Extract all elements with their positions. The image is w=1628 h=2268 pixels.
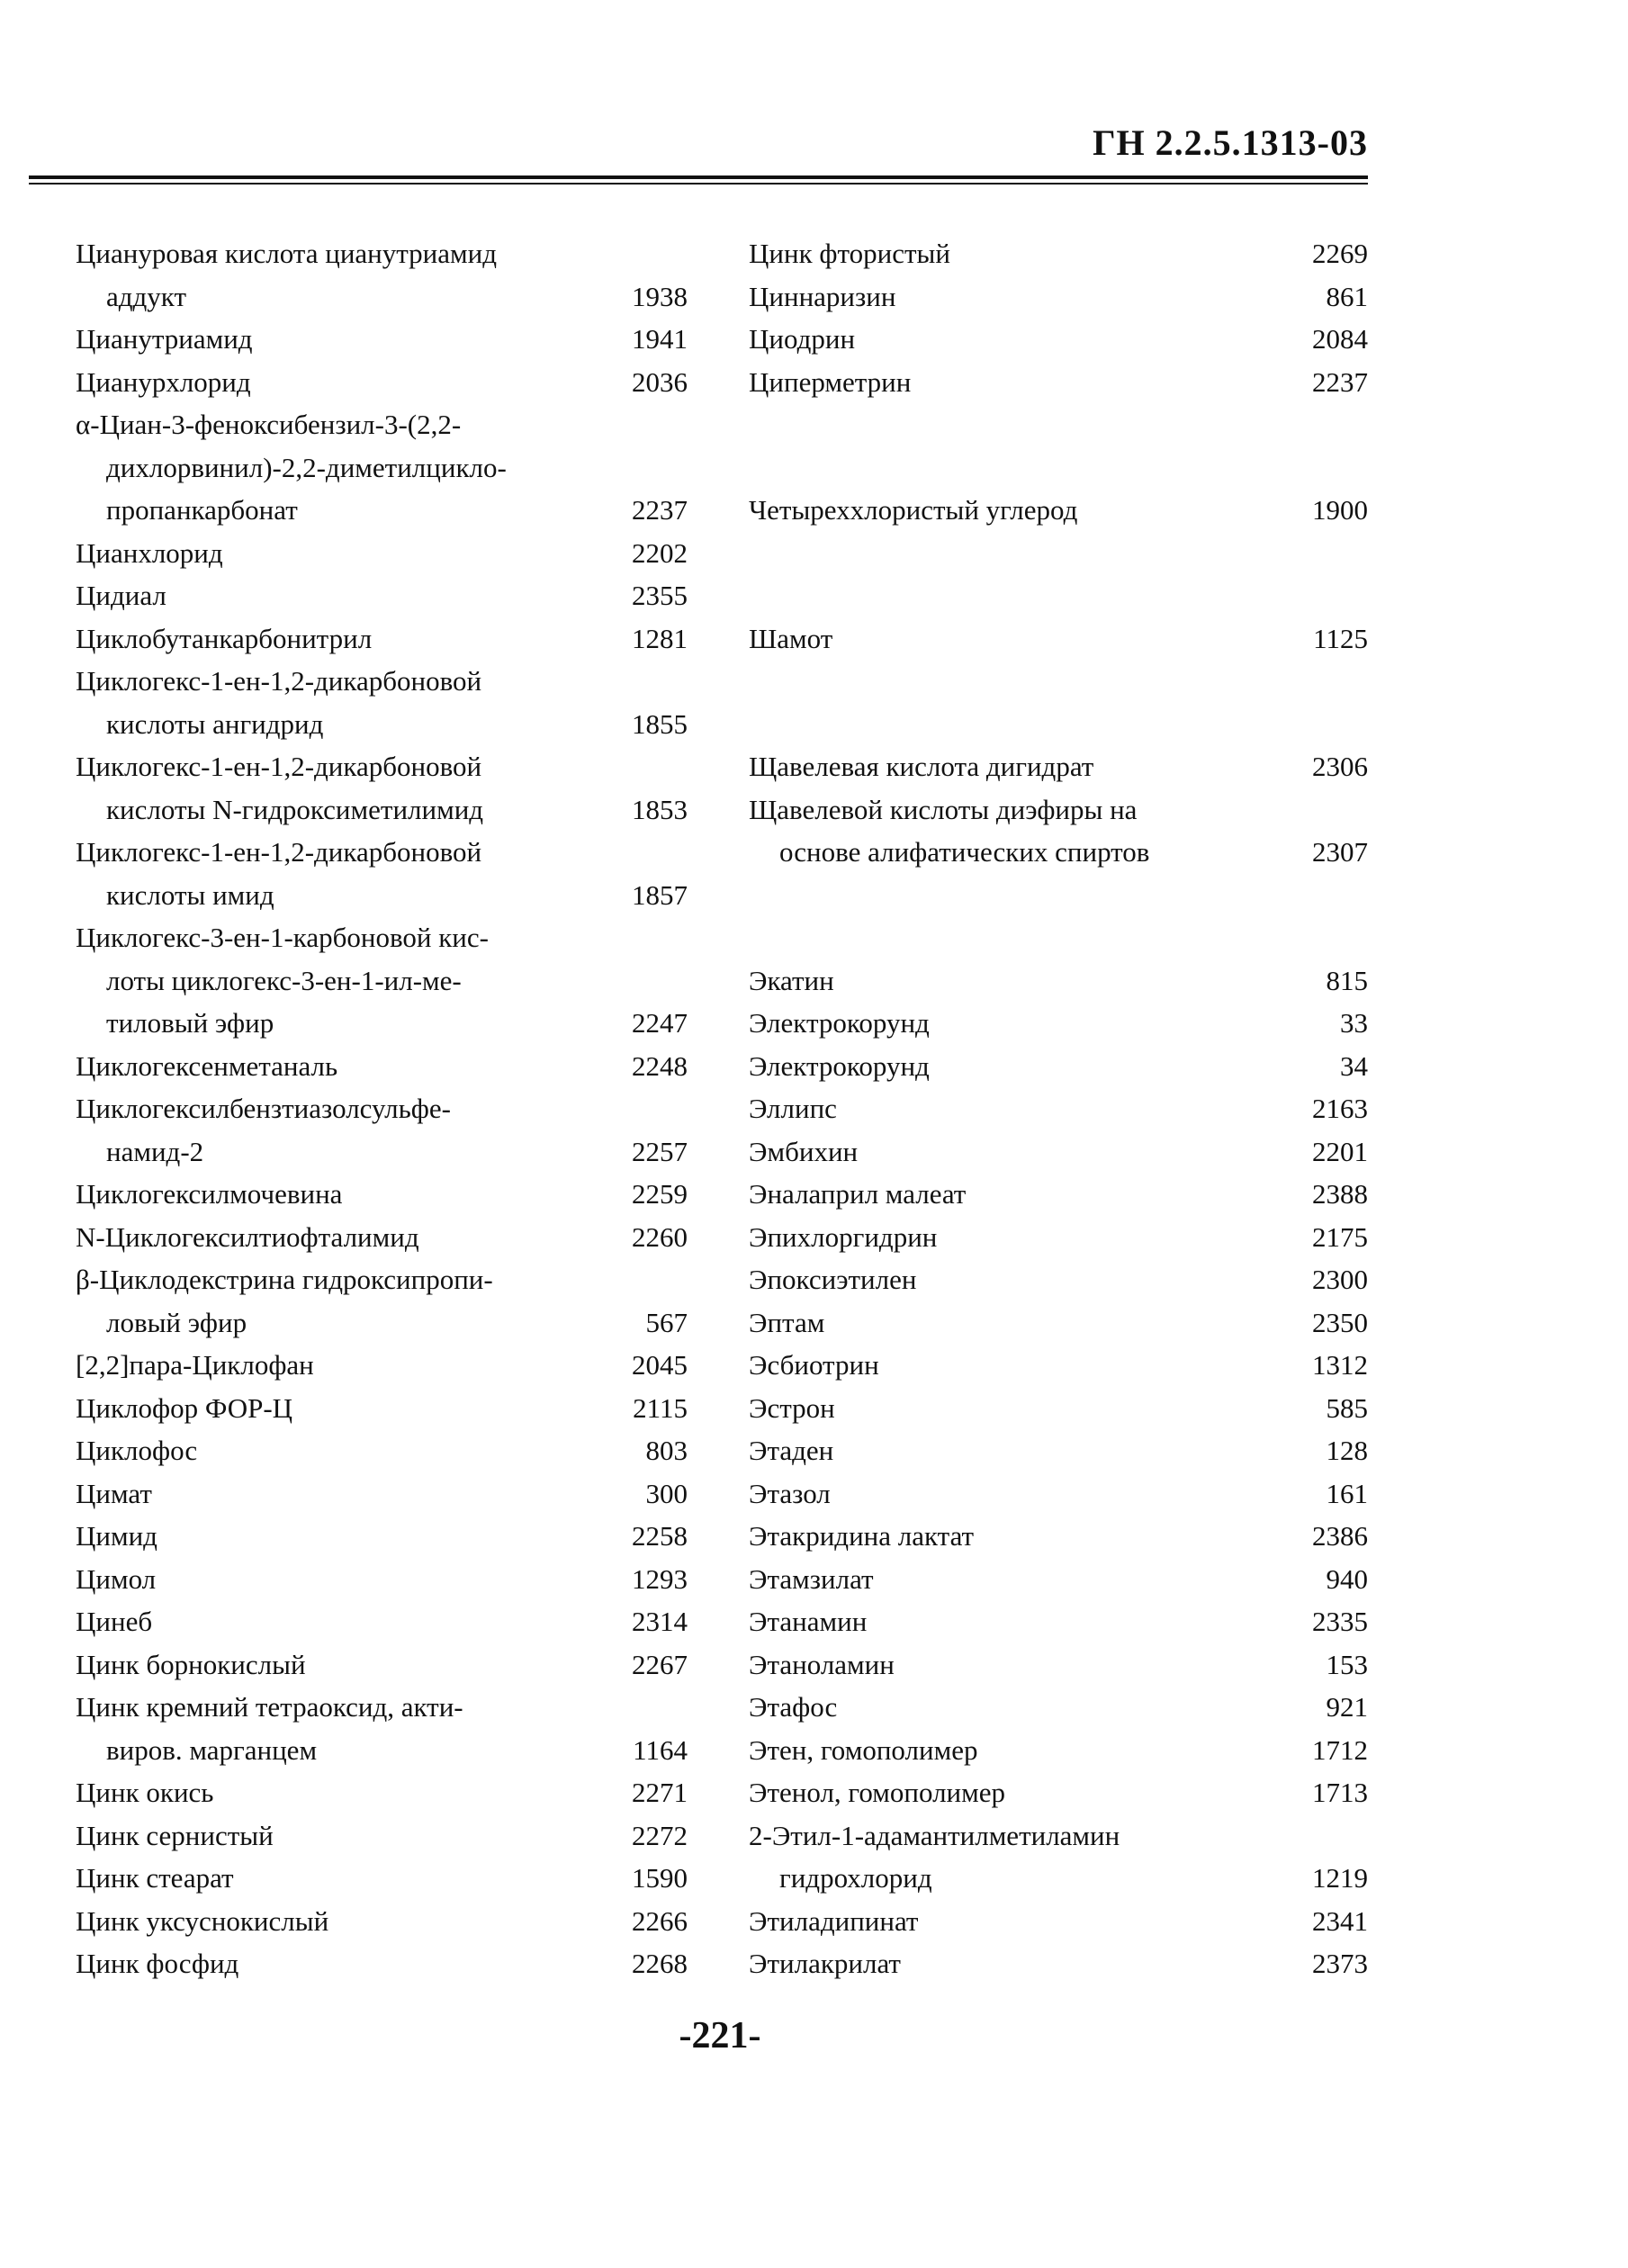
index-entry-line bbox=[76, 318, 688, 361]
index-entry-line bbox=[76, 1729, 688, 1772]
substance-name: Цимол bbox=[76, 1562, 157, 1595]
index-entry-line bbox=[76, 1686, 688, 1729]
substance-name: Этаден bbox=[749, 1435, 834, 1466]
substance-name: Цимат bbox=[76, 1477, 152, 1509]
entry-number: 2259 bbox=[632, 1178, 688, 1210]
index-entry-line bbox=[76, 831, 688, 874]
substance-name: Экатин bbox=[749, 964, 834, 996]
letter-group-spacer bbox=[749, 403, 1368, 446]
index-entry-line bbox=[749, 1729, 1368, 1772]
entry-number: 2045 bbox=[632, 1349, 688, 1381]
index-entry-line bbox=[76, 1387, 688, 1430]
entry-number: 2267 bbox=[632, 1648, 688, 1680]
index-entry-line bbox=[749, 831, 1368, 874]
index-entry-line bbox=[76, 916, 688, 959]
substance-name: Электрокорунд bbox=[749, 1007, 930, 1039]
page-number: -221- bbox=[679, 2015, 761, 2056]
entry-number: 33 bbox=[1340, 1007, 1368, 1039]
entry-number: 2175 bbox=[1312, 1220, 1368, 1253]
substance-name: Этафос bbox=[749, 1691, 838, 1723]
entry-number: 2341 bbox=[1312, 1904, 1368, 1937]
index-entry-line bbox=[749, 1087, 1368, 1130]
entry-number: 2202 bbox=[632, 536, 688, 569]
entry-number: 2163 bbox=[1312, 1093, 1368, 1124]
entry-number: 1125 bbox=[1313, 622, 1368, 654]
letter-group-spacer bbox=[749, 446, 1368, 490]
substance-name: Циклогексенметаналь bbox=[76, 1049, 338, 1082]
substance-name: Цинк фосфид bbox=[76, 1948, 239, 1979]
substance-name: виров. марганцем bbox=[106, 1733, 318, 1766]
entry-number: 2237 bbox=[1312, 365, 1368, 398]
entry-number: 940 bbox=[1326, 1562, 1368, 1595]
substance-name: гидрохлорид bbox=[779, 1862, 932, 1894]
substance-name: лоты циклогекс-3-ен-1-ил-ме- bbox=[106, 964, 462, 996]
substance-name: Циклогекс-3-ен-1-карбоновой кис- bbox=[76, 922, 489, 953]
entry-number: 2266 bbox=[632, 1904, 688, 1937]
index-entry-line bbox=[76, 1216, 688, 1259]
entry-number: 2388 bbox=[1312, 1178, 1368, 1210]
entry-number: 1853 bbox=[632, 793, 688, 825]
index-entry-line bbox=[76, 403, 688, 446]
index-entry-line bbox=[749, 1600, 1368, 1643]
substance-name: кислоты ангидрид bbox=[106, 707, 324, 740]
index-entry-line bbox=[749, 318, 1368, 361]
substance-name: пропанкарбонат bbox=[106, 494, 298, 526]
substance-name: Этенол, гомополимер bbox=[749, 1777, 1006, 1808]
substance-name: дихлорвинил)-2,2-диметилцикло- bbox=[106, 451, 507, 483]
substance-name: Циодрин bbox=[749, 323, 856, 355]
index-entry-line bbox=[76, 1045, 688, 1088]
entry-number: 1281 bbox=[632, 622, 688, 654]
entry-number: 1219 bbox=[1312, 1862, 1368, 1894]
index-entry-line bbox=[749, 1301, 1368, 1345]
index-entry-line bbox=[749, 1515, 1368, 1558]
entry-number: 2084 bbox=[1312, 323, 1368, 355]
index-entry-line bbox=[749, 1173, 1368, 1216]
substance-name: Четыреххлористый углерод bbox=[749, 494, 1078, 526]
substance-name: Цимид bbox=[76, 1520, 157, 1552]
index-entry-line bbox=[76, 1087, 688, 1130]
index-entry-line bbox=[749, 788, 1368, 832]
index-entry-line bbox=[76, 1130, 688, 1174]
entry-number: 1857 bbox=[632, 878, 688, 911]
index-entry-line bbox=[76, 1643, 688, 1687]
index-entry-line bbox=[749, 1942, 1368, 1985]
entry-number: 2268 bbox=[632, 1948, 688, 1979]
substance-name: Этилакрилат bbox=[749, 1948, 901, 1979]
entry-number: 2272 bbox=[632, 1819, 688, 1851]
substance-name: Цинк уксуснокислый bbox=[76, 1904, 329, 1937]
entry-number: 921 bbox=[1326, 1691, 1368, 1723]
index-entry-line bbox=[76, 745, 688, 788]
header-rule-thick bbox=[29, 176, 1368, 179]
index-entry-line bbox=[749, 1387, 1368, 1430]
index-entry-line bbox=[76, 874, 688, 917]
index-entry-line bbox=[749, 1686, 1368, 1729]
entry-number: 2314 bbox=[632, 1606, 688, 1637]
index-entry-line bbox=[76, 489, 688, 532]
substance-name: аддукт bbox=[106, 280, 187, 312]
substance-name: Этакридина лактат bbox=[749, 1520, 975, 1552]
letter-group-spacer bbox=[749, 916, 1368, 959]
substance-name: Цинк стеарат bbox=[76, 1862, 234, 1894]
index-entry-line bbox=[76, 232, 688, 275]
substance-name: Цианхлорид bbox=[76, 536, 223, 569]
substance-name: Этанамин bbox=[749, 1606, 868, 1637]
index-entry-line bbox=[76, 361, 688, 404]
substance-name: Щавелевой кислоты диэфиры на bbox=[749, 793, 1138, 825]
substance-name: Циклогекс-1-ен-1,2-дикарбоновой bbox=[76, 836, 482, 868]
letter-group-spacer bbox=[749, 532, 1368, 575]
index-entry-line bbox=[76, 1472, 688, 1516]
entry-number: 1938 bbox=[632, 280, 688, 312]
index-entry-line bbox=[76, 1301, 688, 1345]
entry-number: 2335 bbox=[1312, 1606, 1368, 1637]
entry-number: 2237 bbox=[632, 494, 688, 526]
entry-number: 815 bbox=[1326, 964, 1368, 996]
substance-name: намид-2 bbox=[106, 1135, 204, 1167]
substance-name: кислоты N-гидроксиметилимид bbox=[106, 793, 484, 825]
index-entry-line bbox=[76, 1173, 688, 1216]
substance-name: Этаноламин bbox=[749, 1648, 895, 1680]
entry-number: 2306 bbox=[1312, 751, 1368, 782]
index-column-right bbox=[749, 232, 1368, 1985]
entry-number: 1312 bbox=[1312, 1349, 1368, 1381]
index-entry-line bbox=[76, 703, 688, 746]
substance-name: Эмбихин bbox=[749, 1135, 859, 1167]
substance-name: Эпихлоргидрин bbox=[749, 1220, 938, 1253]
index-entry-line bbox=[749, 1643, 1368, 1687]
entry-number: 1713 bbox=[1312, 1777, 1368, 1808]
substance-name: Цинк кремний тетраоксид, акти- bbox=[76, 1691, 463, 1723]
index-entry-line bbox=[749, 1472, 1368, 1516]
index-entry-line bbox=[76, 1857, 688, 1900]
index-entry-line bbox=[749, 275, 1368, 319]
substance-name: Циклофос bbox=[76, 1435, 198, 1466]
substance-name: Эналаприл малеат bbox=[749, 1178, 967, 1210]
index-entry-line bbox=[76, 788, 688, 832]
entry-number: 1590 bbox=[632, 1862, 688, 1894]
substance-name: Этазол bbox=[749, 1477, 831, 1509]
substance-name: Циануровая кислота цианутриамид bbox=[76, 238, 498, 269]
index-entry-line bbox=[76, 446, 688, 490]
substance-name: Цинк сернистый bbox=[76, 1819, 274, 1851]
index-entry-line bbox=[76, 1258, 688, 1301]
substance-name: Этен, гомополимер bbox=[749, 1733, 978, 1766]
header-rule-thin bbox=[29, 183, 1368, 184]
index-entry-line bbox=[749, 1344, 1368, 1387]
entry-number: 34 bbox=[1340, 1049, 1368, 1082]
index-entry-line bbox=[749, 617, 1368, 661]
entry-number: 2258 bbox=[632, 1520, 688, 1552]
index-entry-line bbox=[749, 959, 1368, 1003]
entry-number: 1293 bbox=[632, 1562, 688, 1595]
substance-name: Циклофор ФОР-Ц bbox=[76, 1391, 293, 1424]
substance-name: Циклогекс-1-ен-1,2-дикарбоновой bbox=[76, 665, 482, 697]
index-entry-line bbox=[76, 1814, 688, 1858]
entry-number: 2247 bbox=[632, 1007, 688, 1039]
substance-name: Циннаризин bbox=[749, 280, 896, 312]
index-entry-line bbox=[76, 617, 688, 661]
entry-number: 2036 bbox=[632, 365, 688, 398]
substance-name: Цидиал bbox=[76, 580, 166, 611]
substance-name: Цинк борнокислый bbox=[76, 1648, 306, 1680]
substance-name: Электрокорунд bbox=[749, 1049, 930, 1082]
index-entry-line bbox=[76, 1600, 688, 1643]
index-entry-line bbox=[76, 1558, 688, 1601]
index-entry-line bbox=[76, 1771, 688, 1814]
entry-number: 2115 bbox=[633, 1391, 688, 1424]
index-entry-line bbox=[749, 1857, 1368, 1900]
entry-number: 2355 bbox=[632, 580, 688, 611]
substance-name: кислоты имид bbox=[106, 878, 274, 911]
index-entry-line bbox=[76, 660, 688, 703]
substance-name: ловый эфир bbox=[106, 1306, 247, 1338]
index-entry-line bbox=[749, 1558, 1368, 1601]
entry-number: 2269 bbox=[1312, 238, 1368, 269]
index-entry-line bbox=[76, 532, 688, 575]
index-entry-line bbox=[76, 1002, 688, 1045]
index-entry-line bbox=[76, 1942, 688, 1985]
entry-number: 2307 bbox=[1312, 836, 1368, 868]
entry-number: 2260 bbox=[632, 1220, 688, 1253]
index-entry-line bbox=[749, 489, 1368, 532]
entry-number: 1164 bbox=[633, 1733, 688, 1766]
substance-name: N-Циклогексилтиофталимид bbox=[76, 1220, 419, 1253]
entry-number: 2300 bbox=[1312, 1264, 1368, 1295]
substance-name: Цианутриамид bbox=[76, 323, 253, 355]
substance-name: Этиладипинат bbox=[749, 1904, 919, 1937]
entry-number: 2248 bbox=[632, 1049, 688, 1082]
letter-group-spacer bbox=[749, 874, 1368, 917]
entry-number: 585 bbox=[1326, 1391, 1368, 1424]
index-entry-line bbox=[749, 1045, 1368, 1088]
letter-group-spacer bbox=[749, 703, 1368, 746]
index-entry-line bbox=[76, 959, 688, 1003]
entry-number: 1941 bbox=[632, 323, 688, 355]
substance-name: Шамот bbox=[749, 622, 833, 654]
letter-group-spacer bbox=[749, 574, 1368, 617]
index-entry-line bbox=[749, 745, 1368, 788]
index-entry-line bbox=[76, 1429, 688, 1472]
substance-name: Циклогекс-1-ен-1,2-дикарбоновой bbox=[76, 751, 482, 782]
index-entry-line bbox=[76, 1900, 688, 1943]
index-entry-line bbox=[749, 1429, 1368, 1472]
substance-name: Цинк окись bbox=[76, 1777, 214, 1808]
substance-name: β-Циклодекстрина гидроксипропи- bbox=[76, 1264, 493, 1295]
substance-name: Циклобутанкарбонитрил bbox=[76, 622, 373, 654]
index-entry-line bbox=[749, 1258, 1368, 1301]
substance-name: основе алифатических спиртов bbox=[779, 836, 1150, 868]
index-entry-line bbox=[749, 361, 1368, 404]
entry-number: 1712 bbox=[1312, 1733, 1368, 1766]
entry-number: 1855 bbox=[632, 707, 688, 740]
entry-number: 2373 bbox=[1312, 1948, 1368, 1979]
index-entry-line bbox=[749, 1771, 1368, 1814]
index-entry-line bbox=[749, 1814, 1368, 1858]
substance-name: Циклогексилмочевина bbox=[76, 1178, 343, 1210]
substance-name: Щавелевая кислота дигидрат bbox=[749, 751, 1094, 782]
substance-name: Цинк фтористый bbox=[749, 238, 950, 269]
index-entry-line bbox=[76, 275, 688, 319]
substance-name: Эллипс bbox=[749, 1093, 837, 1124]
substance-name: [2,2]пара-Циклофан bbox=[76, 1349, 314, 1381]
entry-number: 1900 bbox=[1312, 494, 1368, 526]
entry-number: 2386 bbox=[1312, 1520, 1368, 1552]
index-entry-line bbox=[76, 1515, 688, 1558]
entry-number: 161 bbox=[1326, 1477, 1368, 1509]
substance-name: Эсбиотрин bbox=[749, 1349, 879, 1381]
entry-number: 2201 bbox=[1312, 1135, 1368, 1167]
entry-number: 128 bbox=[1326, 1435, 1368, 1466]
substance-name: α-Циан-3-феноксибензил-3-(2,2- bbox=[76, 409, 462, 440]
substance-name: Этамзилат bbox=[749, 1562, 874, 1595]
substance-name: Цинеб bbox=[76, 1606, 153, 1637]
index-entry-line bbox=[749, 1216, 1368, 1259]
substance-name: тиловый эфир bbox=[106, 1007, 274, 1039]
entry-number: 300 bbox=[645, 1477, 688, 1509]
index-entry-line bbox=[749, 1900, 1368, 1943]
index-entry-line bbox=[76, 1344, 688, 1387]
document-code: ГН 2.2.5.1313-03 bbox=[1093, 122, 1368, 163]
substance-name: Циперметрин bbox=[749, 365, 912, 398]
substance-name: Эптам bbox=[749, 1306, 825, 1338]
substance-name: Цианурхлорид bbox=[76, 365, 251, 398]
index-column-left bbox=[76, 232, 688, 1985]
index-entry-line bbox=[749, 1002, 1368, 1045]
entry-number: 2350 bbox=[1312, 1306, 1368, 1338]
letter-group-spacer bbox=[749, 660, 1368, 703]
index-entry-line bbox=[749, 232, 1368, 275]
entry-number: 803 bbox=[645, 1435, 688, 1466]
index-entry-line bbox=[749, 1130, 1368, 1174]
index-entry-line bbox=[76, 574, 688, 617]
entry-number: 567 bbox=[645, 1306, 688, 1338]
substance-name: Эпоксиэтилен bbox=[749, 1264, 917, 1295]
substance-name: 2-Этил-1-адамантилметиламин bbox=[749, 1819, 1120, 1851]
entry-number: 861 bbox=[1326, 280, 1368, 312]
entry-number: 2271 bbox=[632, 1777, 688, 1808]
entry-number: 153 bbox=[1326, 1648, 1368, 1680]
substance-name: Эстрон bbox=[749, 1391, 835, 1424]
entry-number: 2257 bbox=[632, 1135, 688, 1167]
substance-name: Циклогексилбензтиазолсульфе- bbox=[76, 1093, 451, 1124]
